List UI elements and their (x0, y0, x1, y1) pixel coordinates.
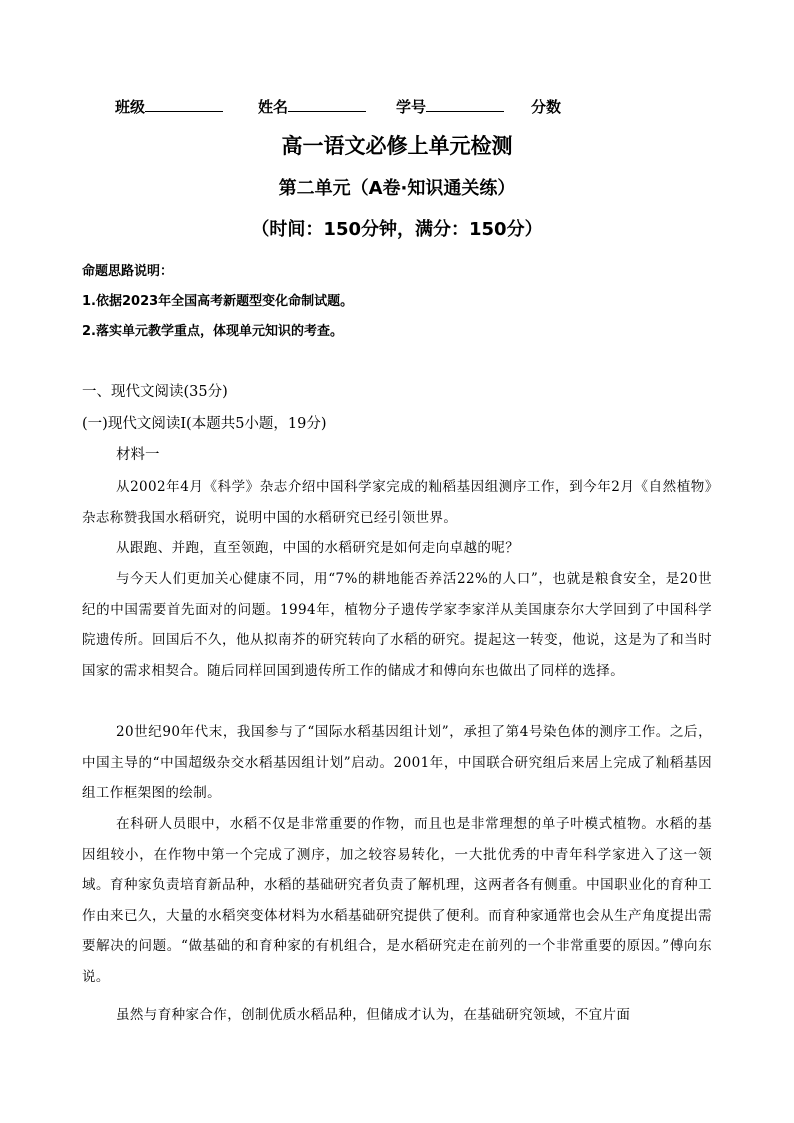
time-score-info: （时间：150分钟，满分：150分） (251, 219, 543, 240)
passage-paragraph: 与今天人们更加关心健康不同，用“7%的耕地能否养活22%的人口”，也就是粮食安全，是20世纪的中国需要首先面对的问题。1994年，植物分子遗传学家李家洋从美国康奈尔大学回到了中国科学院遗传所。回国后不久，他从拟南芥的研究转向了水稻的研究。提起这一转变，他说，这是为了和当时国家的需求相契合。随后同样回国到遗传所工作的储成才和傅向东也做出了同样的选择。 (82, 571, 712, 679)
exam-title: 高一语文必修上单元检测 (281, 134, 513, 158)
score-label: 分数 (531, 98, 562, 116)
passage-paragraph: 从2002年4月《科学》杂志介绍中国科学家完成的籼稻基因组测序工作，到今年2月《自然植物》杂志称赞我国水稻研究，说明中国的水稻研究已经引领世界。 (82, 479, 712, 526)
design-notes-heading: 命题思路说明： (82, 264, 174, 279)
passage-paragraph: 20世纪90年代末，我国参与了“国际水稻基因组计划”，承担了第4号染色体的测序工作。之后，中国主导的“中国超级杂交水稻基因组计划”启动。2001年，中国联合研究组后来居上完成了籼稻基因组工作框架图的绘制。 (82, 724, 712, 802)
name-label: 姓名 (258, 98, 289, 116)
student-number-label: 学号 (396, 98, 427, 116)
class-label: 班级 (115, 98, 146, 116)
student-number-field[interactable] (396, 96, 504, 117)
passage-paragraph: 从跟跑、并跑，直至领跑，中国的水稻研究是如何走向卓越的呢？ (116, 540, 520, 556)
passage-paragraph: 在科研人员眼中，水稻不仅是非常重要的作物，而且也是非常理想的单子叶模式植物。水稻的基因组较小，在作物中第一个完成了测序，加之较容易转化，一大批优秀的中青年科学家进入了这一领域。育种家负责培育新品种，水稻的基础研究者负责了解机理，这两者各有侧重。中国职业化的育种工作由来已久，大量的水稻突变体材料为水稻基础研究提供了便利。而育种家通常也会从生产角度提出需要解决的问题。“做基础的和育种家的有机组合，是水稻研究走在前列的一个非常重要的原因。”傅向东说。 (82, 816, 712, 985)
class-field[interactable] (115, 96, 223, 117)
score-field (531, 96, 561, 117)
material-label: 材料一 (116, 447, 160, 463)
design-note-item: 2.落实单元教学重点，体现单元知识的考查。 (82, 324, 343, 339)
section-heading: 一、现代文阅读(35分) (82, 384, 228, 400)
class-blank[interactable] (145, 97, 223, 112)
name-blank[interactable] (288, 97, 366, 112)
student-number-blank[interactable] (426, 97, 504, 112)
student-info-line (115, 96, 715, 118)
design-note-item: 1.依据2023年全国高考新题型变化命制试题。 (82, 294, 354, 309)
name-field[interactable] (258, 96, 366, 117)
passage-paragraph: 虽然与育种家合作，创制优质水稻品种，但储成才认为，在基础研究领域，不宜片面 (116, 1007, 631, 1023)
subsection-heading: (一)现代文阅读Ⅰ(本题共5小题，19分) (82, 416, 327, 432)
unit-title: 第二单元（A卷·知识通关练） (278, 178, 516, 199)
